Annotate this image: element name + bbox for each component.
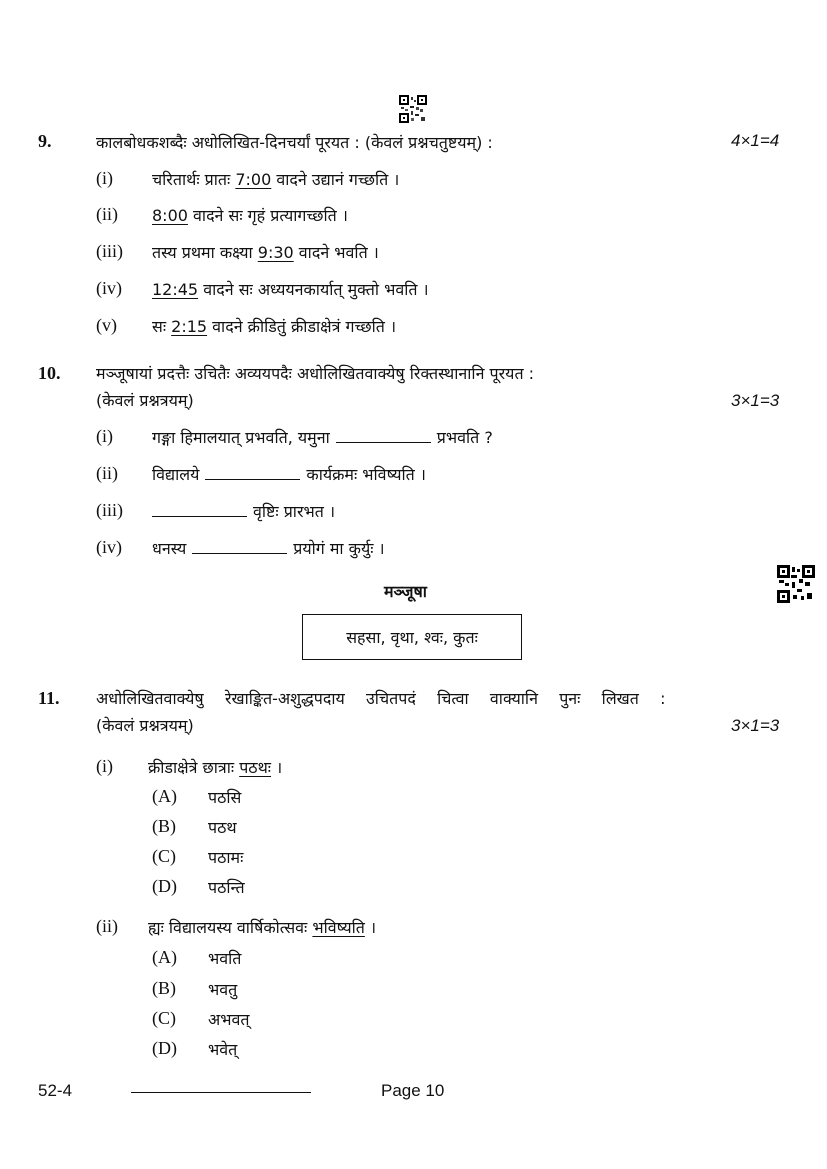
marks-label: 4×1=4 (731, 131, 780, 150)
marks-label: 3×1=3 (731, 391, 780, 410)
manjusha-words: सहसा, वृथा, श्वः, कुतः (346, 628, 478, 647)
time-value: 12:45 (152, 280, 199, 299)
item-label: (iv) (96, 278, 122, 298)
option-text: भवेत् (208, 1040, 238, 1059)
option-text: भवतु (208, 980, 238, 999)
option-text: पठथ (208, 818, 237, 837)
question-prompt: कालबोधकशब्दैः अधोलिखित-दिनचर्यां पूरयत : (केवलं प्रश्नचतुष्टयम्) : (96, 133, 493, 152)
item-label: (iii) (96, 500, 123, 520)
blank-line (152, 515, 247, 517)
blank-line (336, 441, 431, 443)
item-text: धनस्य प्रयोगं मा कुर्युः । (152, 539, 385, 558)
item-label: (i) (96, 756, 113, 776)
option-key: (C) (152, 846, 176, 866)
blank-line (205, 478, 300, 480)
item-label: (i) (96, 426, 113, 446)
option-key: (A) (152, 947, 177, 967)
item-text: गङ्गा हिमालयात् प्रभवति, यमुना प्रभवति ? (152, 428, 493, 447)
question-prompt-note: (केवलं प्रश्नत्रयम्) (96, 716, 194, 735)
option-text: पठसि (208, 788, 242, 807)
question-number: 9. (38, 131, 52, 151)
time-value: 2:15 (171, 317, 208, 336)
option-text: पठन्ति (208, 878, 245, 897)
option-key: (D) (152, 876, 177, 896)
time-value: 8:00 (152, 206, 188, 225)
item-text: क्रीडाक्षेत्रे छात्राः पठथः । (148, 758, 283, 777)
option-key: (D) (152, 1038, 177, 1058)
option-text: भवति (208, 949, 242, 968)
item-label: (ii) (96, 463, 118, 483)
manjusha-box (302, 614, 522, 660)
underlined-word: पठथः (239, 758, 272, 777)
item-text: विद्यालये कार्यक्रमः भविष्यति । (152, 465, 426, 484)
item-text: तस्य प्रथमा कक्ष्या 9:30 वादने भवति । (152, 243, 379, 262)
item-text: चरितार्थः प्रातः 7:00 वादने उद्यानं गच्छति । (152, 170, 400, 189)
item-text: वृष्टिः प्रारभत । (152, 500, 335, 522)
option-text: अभवत् (208, 1010, 250, 1029)
paper-code: 52-4 (38, 1081, 73, 1100)
qr-code-icon (777, 565, 815, 603)
item-label: (ii) (96, 916, 118, 936)
item-label: (ii) (96, 204, 118, 224)
option-key: (A) (152, 786, 177, 806)
page-number: Page 10 (381, 1081, 445, 1100)
item-text: ह्यः विद्यालयस्य वार्षिकोत्सवः भविष्यति । (148, 918, 377, 937)
question-prompt: मञ्जूषायां प्रदत्तैः उचितैः अव्ययपदैः अधोलिखितवाक्येषु रिक्तस्थानानि पूरयत : (96, 364, 535, 383)
item-label: (iv) (96, 537, 122, 557)
underlined-word: भविष्यति (312, 918, 365, 937)
option-key: (B) (152, 978, 176, 998)
item-text: 12:45 वादने सः अध्ययनकार्यात् मुक्तो भवति । (152, 280, 429, 299)
option-key: (B) (152, 816, 176, 836)
footer-divider (131, 1092, 311, 1093)
question-number: 10. (38, 363, 61, 383)
blank-line (192, 552, 287, 554)
question-number: 11. (38, 688, 60, 708)
question-prompt-note: (केवलं प्रश्नत्रयम्) (96, 391, 194, 410)
option-key: (C) (152, 1008, 176, 1028)
time-value: 7:00 (235, 170, 272, 189)
question-prompt: अधोलिखितवाक्येषु रेखाङ्कित-अशुद्धपदाय उचितपदं चित्वा वाक्यानि पुनः लिखत : (96, 689, 666, 708)
marks-label: 3×1=3 (731, 716, 780, 735)
time-value: 9:30 (257, 243, 294, 262)
item-label: (v) (96, 315, 117, 335)
item-label: (iii) (96, 241, 123, 261)
qr-code-icon (399, 95, 427, 123)
manjusha-title: मञ्जूषा (384, 582, 427, 601)
item-text: सः 2:15 वादने क्रीडितुं क्रीडाक्षेत्रं गच्छति । (152, 317, 397, 336)
item-label: (i) (96, 168, 113, 188)
item-text: 8:00 वादने सः गृहं प्रत्यागच्छति । (152, 206, 348, 225)
option-text: पठामः (208, 848, 244, 867)
